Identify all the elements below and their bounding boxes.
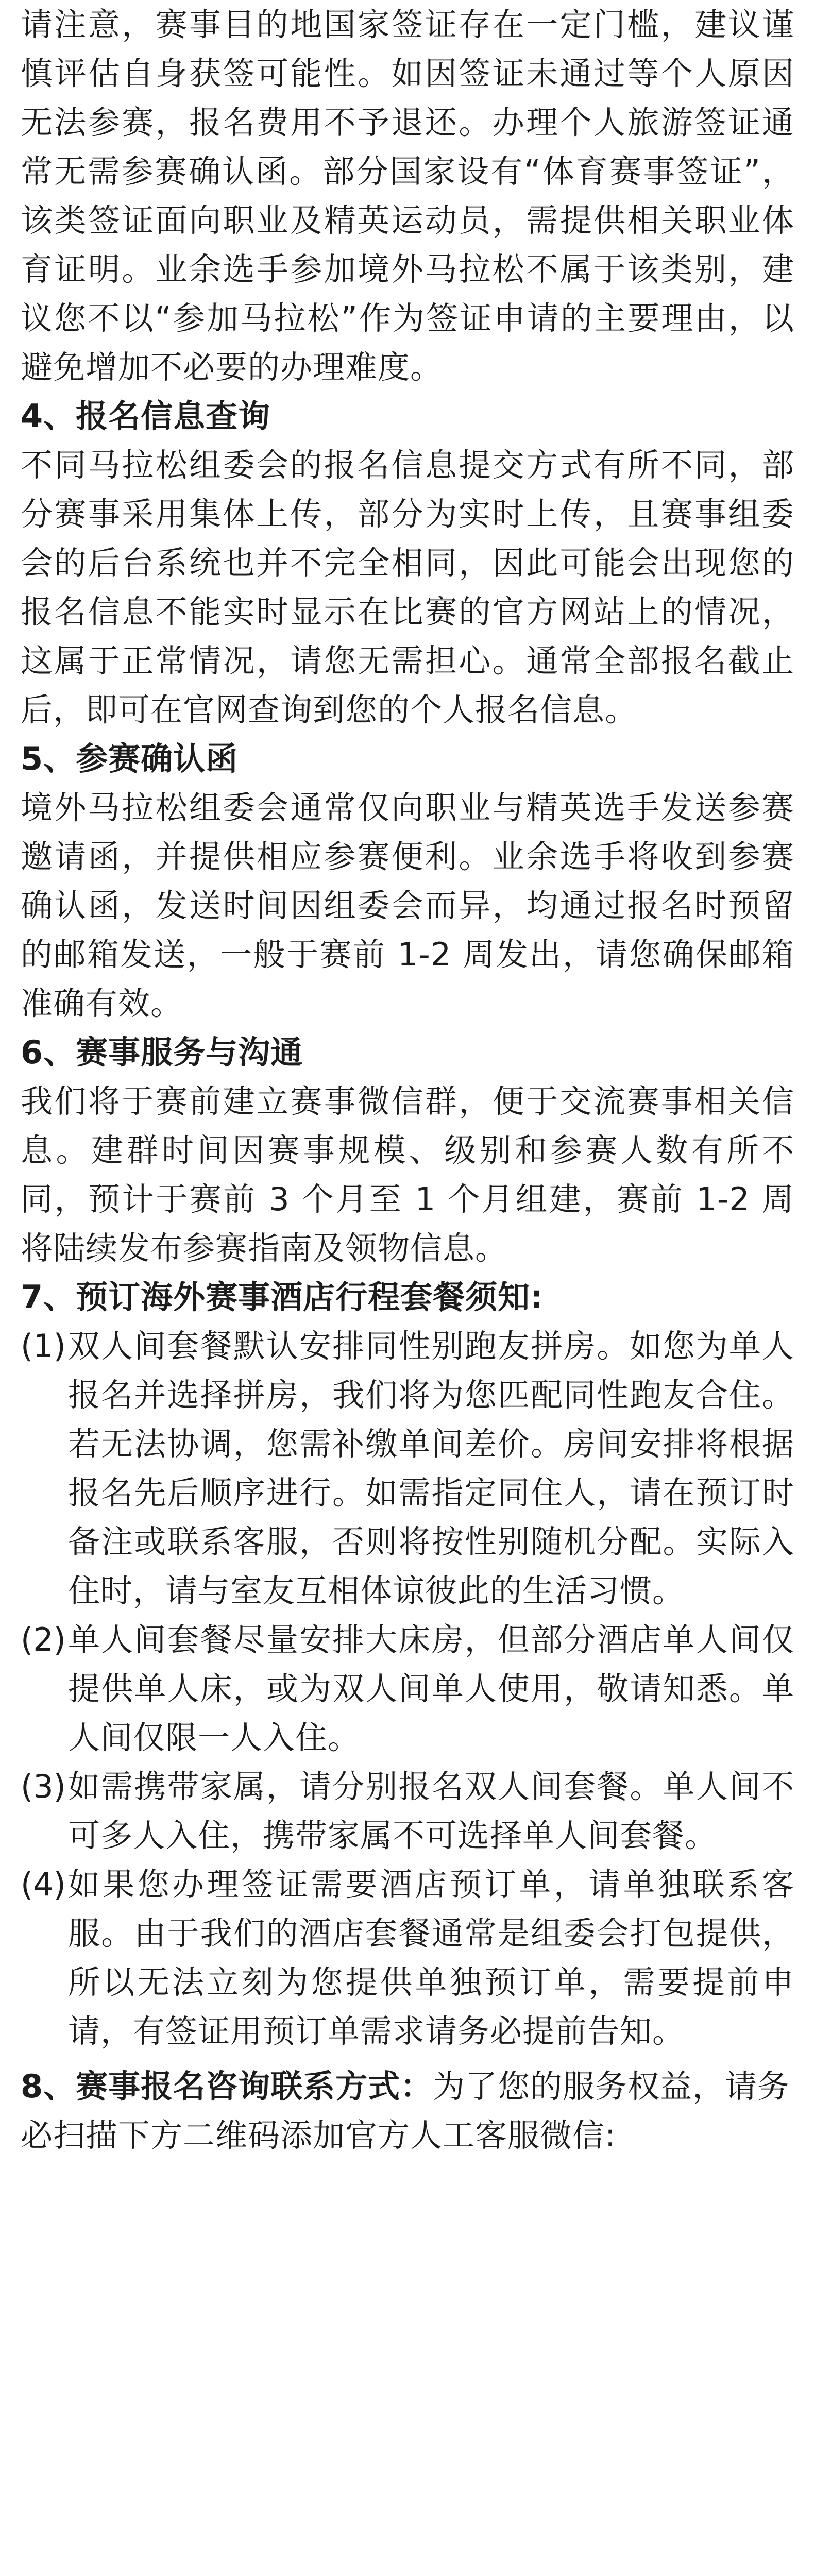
section-5-heading: 5、参赛确认函 <box>21 740 239 777</box>
section-4-body: 不同马拉松组委会的报名信息提交方式有所不同，部分赛事采用集体上传，部分为实时上传，且赛事组委会的后台系统也并不完全相同，因此可能会出现您的报名信息不能实时显示在比赛的官方网站上的情况，这属于正常情况，请您无需担心。通常全部报名截止后，即可在官网查询到您的个人报名信息。 <box>21 446 794 728</box>
list-item <box>21 1860 794 2056</box>
section-6-heading: 6、赛事服务与沟通 <box>21 1033 303 1071</box>
list-item <box>21 1615 794 1762</box>
list-item-text: 如果您办理签证需要酒店预订单，请单独联系客服。由于我们的酒店套餐通常是组委会打包提供，所以无法立刻为您提供单独预订单，需要提前申请，有签证用预订单需求请务必提前告知。 <box>68 1866 794 2050</box>
list-item-number: (3) <box>21 1768 66 1805</box>
section-6-body: 我们将于赛前建立赛事微信群，便于交流赛事相关信息。建群时间因赛事规模、级别和参赛人数有所不同，预计于赛前 3 个月至 1 个月组建，赛前 1-2 周将陆续发布参赛指南及领物信息。 <box>21 1082 794 1267</box>
section-4-heading: 4、报名信息查询 <box>21 397 271 435</box>
list-item <box>21 1321 794 1615</box>
section-7-heading: 7、预订海外赛事酒店行程套餐须知: <box>21 1278 544 1316</box>
list-item-number: (1) <box>21 1327 66 1365</box>
document <box>21 0 794 2160</box>
section-8-body: 为了您的服务权益，请务必扫描下方二维码添加官方人工客服微信: <box>21 2067 790 2154</box>
section-8-contact <box>21 2062 794 2160</box>
list-item-number: (2) <box>21 1621 66 1658</box>
list-item-text: 双人间套餐默认安排同性别跑友拼房。如您为单人报名并选择拼房，我们将为您匹配同性跑友合住。若无法协调，您需补缴单间差价。房间安排将根据报名先后顺序进行。如需指定同住人，请在预订时备注或联系客服，否则将按性别随机分配。实际入住时，请与室友互相体谅彼此的生活习惯。 <box>68 1327 794 1609</box>
intro-paragraph: 请注意，赛事目的地国家签证存在一定门槛，建议谨慎评估自身获签可能性。如因签证未通过等个人原因无法参赛，报名费用不予退还。办理个人旅游签证通常无需参赛确认函。部分国家设有“体育赛事签证”，该类签证面向职业及精英运动员，需提供相关职业体育证明。业余选手参加境外马拉松不属于该类别，建议您不以“参加马拉松”作为签证申请的主要理由，以避免增加不必要的办理难度。 <box>21 6 794 386</box>
list-item-text: 单人间套餐尽量安排大床房，但部分酒店单人间仅提供单人床，或为双人间单人使用，敬请知悉。单人间仅限一人入住。 <box>68 1621 794 1756</box>
list-item <box>21 1762 794 1860</box>
section-8-heading: 8、赛事报名咨询联系方式： <box>21 2067 433 2105</box>
section-5-body: 境外马拉松组委会通常仅向职业与精英选手发送参赛邀请函，并提供相应参赛便利。业余选手将收到参赛确认函，发送时间因组委会而异，均通过报名时预留的邮箱发送，一般于赛前 1-2 周发出，请您确保邮箱准确有效。 <box>21 789 794 1022</box>
list-item-number: (4) <box>21 1866 66 1903</box>
list-item-text: 如需携带家属，请分别报名双人间套餐。单人间不可多人入住，携带家属不可选择单人间套餐。 <box>68 1768 794 1854</box>
